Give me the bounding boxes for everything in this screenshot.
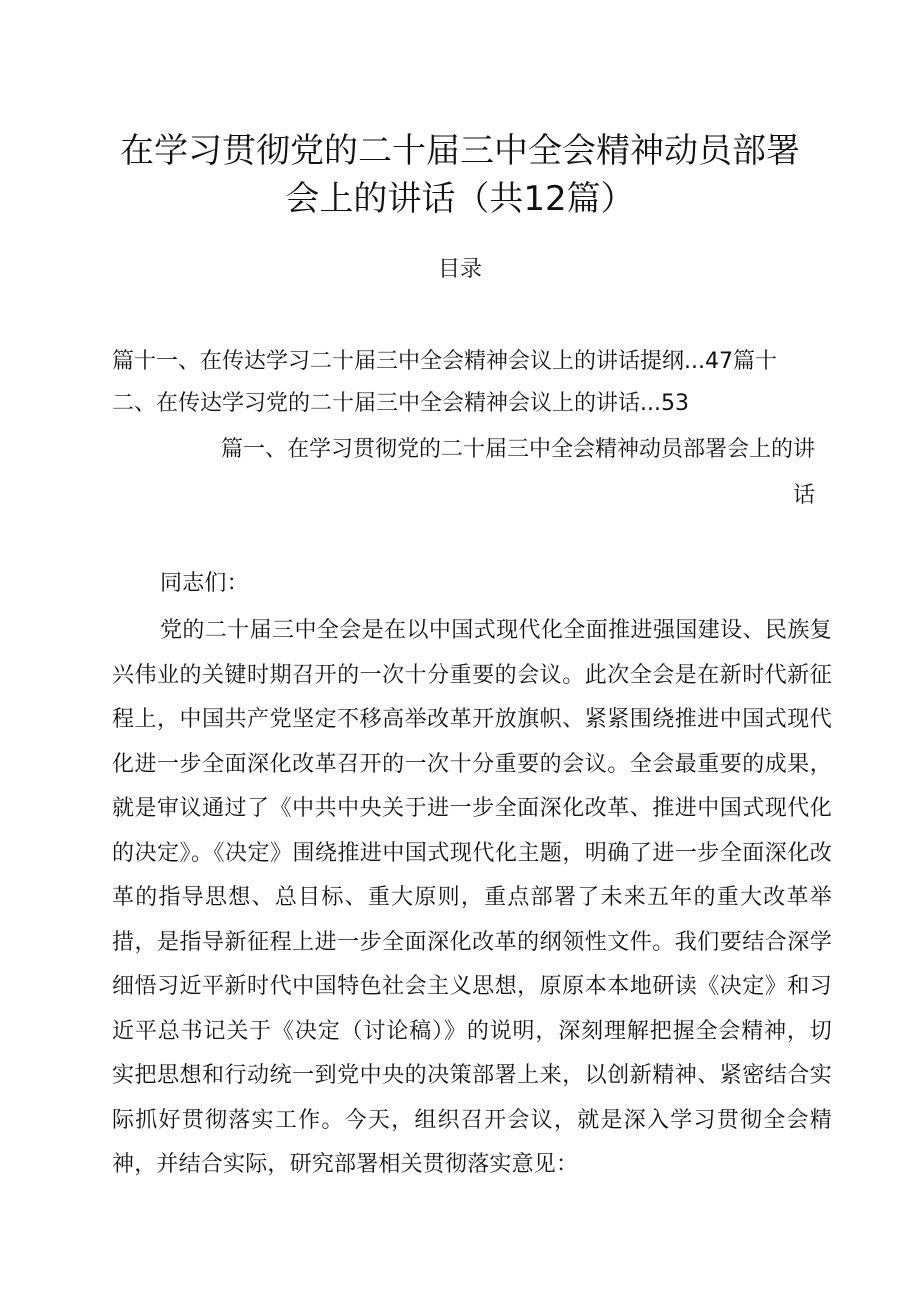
section-title-line1: 篇一、在学习贯彻党的二十届三中全会精神动员部署会上的讲 [220, 437, 815, 462]
document-title-line2: 会上的讲话（共12篇） [285, 179, 635, 219]
greeting: 同志们： [160, 571, 249, 596]
document-title-line1: 在学习贯彻党的二十届三中全会精神动员部署 [120, 131, 800, 171]
section-title-line2: 话 [792, 483, 815, 508]
body-paragraph: 党的二十届三中全会是在以中国式现代化全面推进强国建设、民族复兴伟业的关键时期召开的一次十分重要的会议。此次全会是在新时代新征程上，中国共产党坚定不移高举改革开放旗帜、紧紧围绕推进中国式现代化进一步全面深化改革召开的一次十分重要的会议。全会最重要的成果，就是审议通过了《中共中央关于进一步全面深化改革、推进中国式现代化的决定》。《决定》围绕推进中国式现代化主题，明确了进一步全面深化改革的指导思想、总目标、重大原则，重点部署了未来五年的重大改革举措，是指导新征程上进一步全面深化改革的纲领性文件。我们要结合深学细悟习近平新时代中国特色社会主义思想，原原本本地研读《决定》和习近平总书记关于《决定（讨论稿）》的说明，深刻理解把握全会精神，切实把思想和行动统一到党中央的决策部署上来，以创新精神、紧密结合实际抓好贯彻落实工作。今天，组织召开会议，就是深入学习贯彻全会精神，并结合实际，研究部署相关贯彻落实意见： [112, 618, 832, 1177]
toc-heading: 目录 [437, 257, 482, 282]
toc-entry-line1[interactable]: 篇十一、在传达学习二十届三中全会精神会议上的讲话提纲...47篇十 [112, 349, 777, 374]
toc-entry-line2[interactable]: 二、在传达学习党的二十届三中全会精神会议上的讲话...53 [112, 391, 689, 416]
